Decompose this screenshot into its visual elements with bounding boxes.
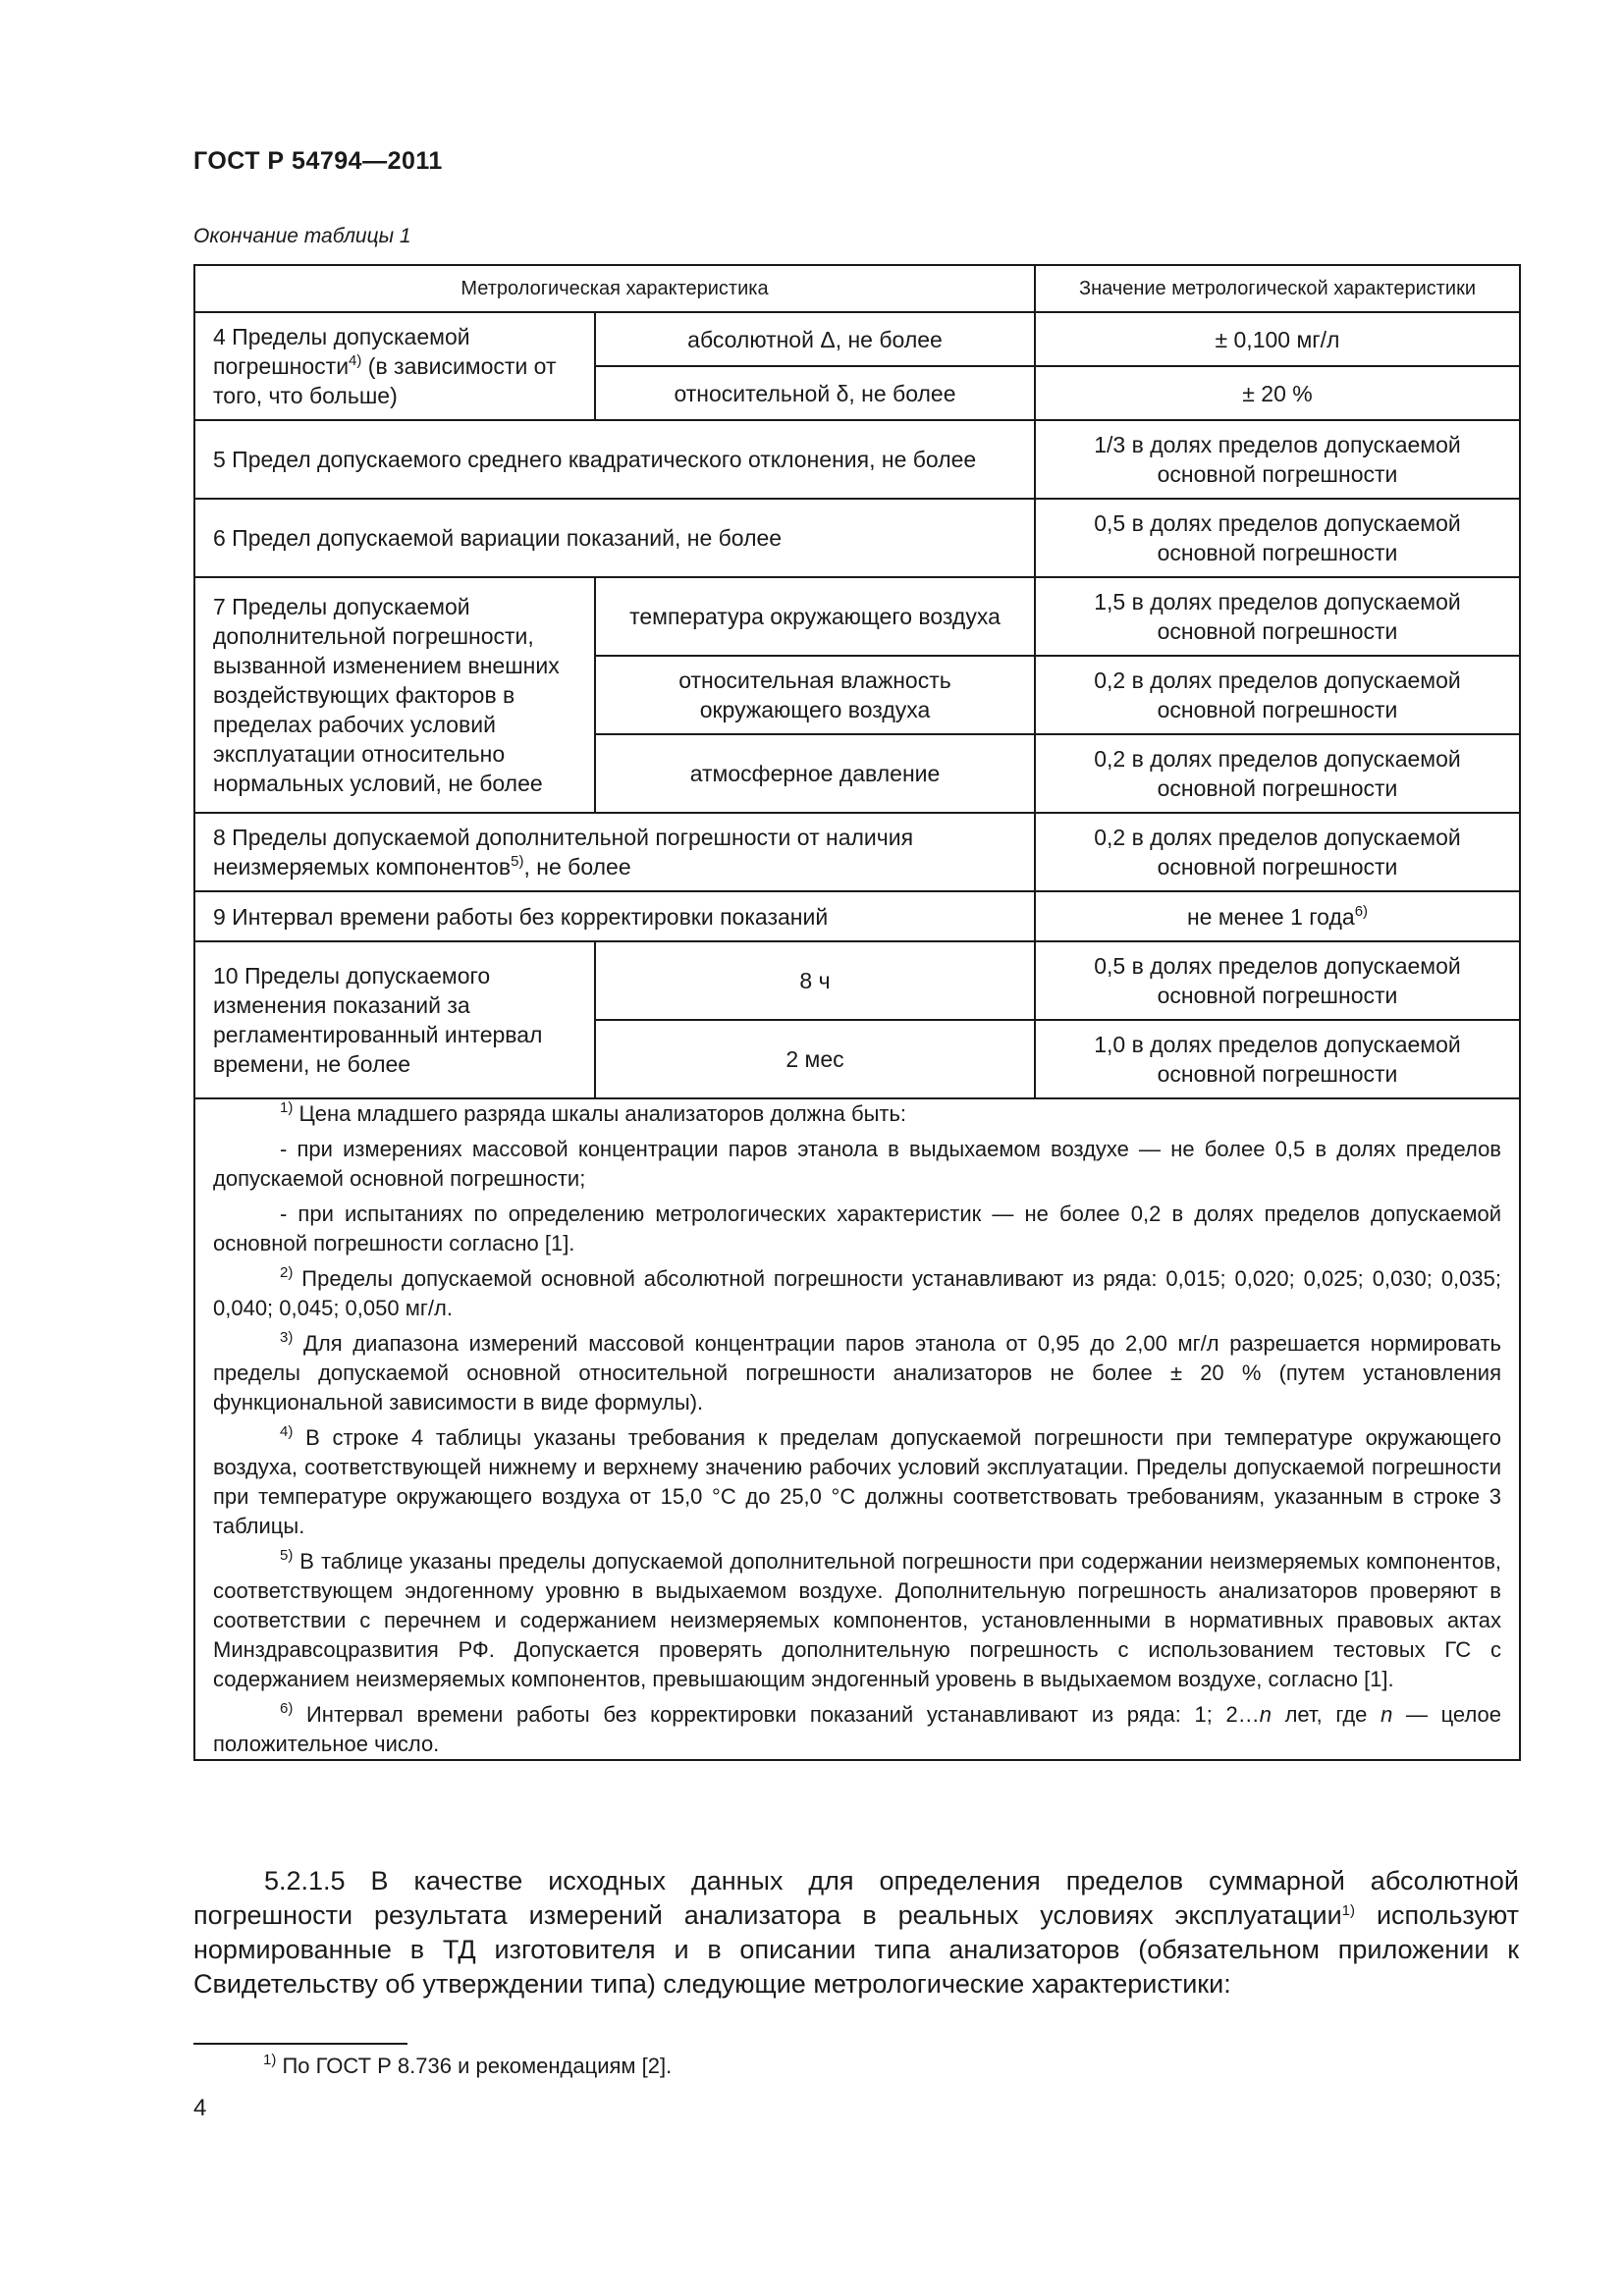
table-row: [194, 420, 1520, 499]
note-2: $^{2)}$ Пределы допускаемой основной абсолютной погрешности устанавливают из ряда: 0,015; 0,020; 0,025; 0,030; 0,035; 0,040; 0,045; 0,050 мг/л.: [213, 1264, 1501, 1320]
note-1-item-a: - при измерениях массовой концентрации паров этанола в выдыхаемом воздухе — не более 0,5 в долях пределов допускаемой основной погрешности;: [213, 1137, 1501, 1191]
note-5: $^{5)}$ В таблице указаны пределы допускаемой дополнительной погрешности при содержании неизмеряемых компонентов, соответствующем эндогенному уровню в выдыхаемом воздухе. Дополнительную погрешность анализаторов проверяют в соответствии с перечнем и содержанием неизмеряемых компонентов, установленными в нормативных правовых актах Минздравсоцразвития РФ. Допускается проверять дополнительную погрешность с использованием тестовых ГС с содержанием неизмеряемых компонентов, превышающим эндогенный уровень в выдыхаемом воздухе, согласно [1].: [213, 1547, 1501, 1691]
table-caption: Окончание таблицы 1: [193, 225, 411, 247]
table-row: [194, 577, 1520, 656]
row4-value-relative: ± 20 %: [1035, 366, 1520, 420]
row4-sub-absolute: абсолютной Δ, не более: [595, 312, 1035, 366]
col-header-characteristic: Метрологическая характеристика: [194, 265, 1035, 312]
row7-label: 7 Пределы допускаемой дополнительной погрешности, вызванной изменением внешних воздействующих факторов в пределах рабочих условий эксплуатации относительно нормальных условий, не более: [194, 577, 595, 813]
row7-value-pressure: 0,2 в долях пределов допускаемой основной погрешности: [1035, 734, 1520, 813]
table-notes-row: [194, 1098, 1520, 1760]
col-header-value: Значение метрологической характеристики: [1035, 265, 1520, 312]
row6-value: 0,5 в долях пределов допускаемой основной погрешности: [1035, 499, 1520, 577]
row6-label: 6 Предел допускаемой вариации показаний, не более: [194, 499, 1035, 577]
row10-sub-8h: 8 ч: [595, 941, 1035, 1020]
row8-value: 0,2 в долях пределов допускаемой основной погрешности: [1035, 813, 1520, 891]
row7-value-temperature: 1,5 в долях пределов допускаемой основной погрешности: [1035, 577, 1520, 656]
row7-sub-temperature: температура окружающего воздуха: [595, 577, 1035, 656]
table-row: [194, 813, 1520, 891]
row5-label: 5 Предел допускаемого среднего квадратического отклонения, не более: [194, 420, 1035, 499]
table-row: [194, 499, 1520, 577]
row10-sub-2mo: 2 мес: [595, 1020, 1035, 1098]
table-header-row: [194, 265, 1520, 312]
row5-value: 1/3 в долях пределов допускаемой основной погрешности: [1035, 420, 1520, 499]
row8-label: 8 Пределы допускаемой дополнительной погрешности от наличия неизмеряемых компонентов$^{5)}$, не более: [194, 813, 1035, 891]
row10-value-2mo: 1,0 в долях пределов допускаемой основной погрешности: [1035, 1020, 1520, 1098]
page-number: 4: [193, 2095, 207, 2121]
table-row: [194, 891, 1520, 941]
note-1-item-b: - при испытаниях по определению метрологических характеристик — не более 0,2 в долях пределов допускаемой основной погрешности согласно [1].: [213, 1201, 1501, 1255]
metrology-table: [193, 264, 1521, 1761]
note-4: $^{4)}$ В строке 4 таблицы указаны требования к пределам допускаемой погрешности при температуре окружающего воздуха, соответствующей нижнему и верхнему значению рабочих условий эксплуатации. Пределы допускаемой погрешности при температуре окружающего воздуха от 15,0 °С до 25,0 °С должны соответствовать требованиям, указанным в строке 3 таблицы.: [213, 1423, 1501, 1538]
table-row: [194, 312, 1520, 366]
row4-label: 4 Пределы допускаемой погрешности$^{4)}$ (в зависимости от того, что больше): [194, 312, 595, 420]
row7-value-humidity: 0,2 в долях пределов допускаемой основной погрешности: [1035, 656, 1520, 734]
note-3: $^{3)}$ Для диапазона измерений массовой концентрации паров этанола от 0,95 до 2,00 мг/л разрешается нормировать пределы допускаемой основной относительной погрешности анализаторов не более ± 20 % (путем установления функциональной зависимости в виде формулы).: [213, 1329, 1501, 1415]
row9-value: не менее 1 года$^{6)}$: [1035, 891, 1520, 941]
note-6: $^{6)}$ Интервал времени работы без корректировки показаний устанавливают из ряда: 1; 2…n лет, где n — целое положительное число.: [213, 1700, 1501, 1756]
page-footnote: $^{1)}$ По ГОСТ Р 8.736 и рекомендациям [2].: [263, 2052, 673, 2078]
row10-value-8h: 0,5 в долях пределов допускаемой основной погрешности: [1035, 941, 1520, 1020]
row9-label: 9 Интервал времени работы без корректировки показаний: [194, 891, 1035, 941]
row10-label: 10 Пределы допускаемого изменения показаний за регламентированный интервал времени, не более: [194, 941, 595, 1098]
table-row: [194, 941, 1520, 1020]
row7-sub-pressure: атмосферное давление: [595, 734, 1035, 813]
table-notes: [194, 1098, 1520, 1760]
row4-value-absolute: ± 0,100 мг/л: [1035, 312, 1520, 366]
row7-sub-humidity: относительная влажность окружающего воздуха: [595, 656, 1035, 734]
document-header: ГОСТ Р 54794—2011: [193, 147, 443, 175]
note-1: $^{1)}$ Цена младшего разряда шкалы анализаторов должна быть:: [280, 1099, 907, 1126]
row4-sub-relative: относительной δ, не более: [595, 366, 1035, 420]
body-paragraph-5-2-1-5: 5.2.1.5 В качестве исходных данных для определения пределов суммарной абсолютной погрешности результата измерений анализатора в реальных условиях эксплуатации$^{1)}$ используют нормированные в ТД изготовителя и в описании типа анализаторов (обязательном приложении к Свидетельству об утверждении типа) следующие метрологические характеристики:: [193, 1866, 1519, 1999]
footnote-divider: [193, 2043, 407, 2045]
